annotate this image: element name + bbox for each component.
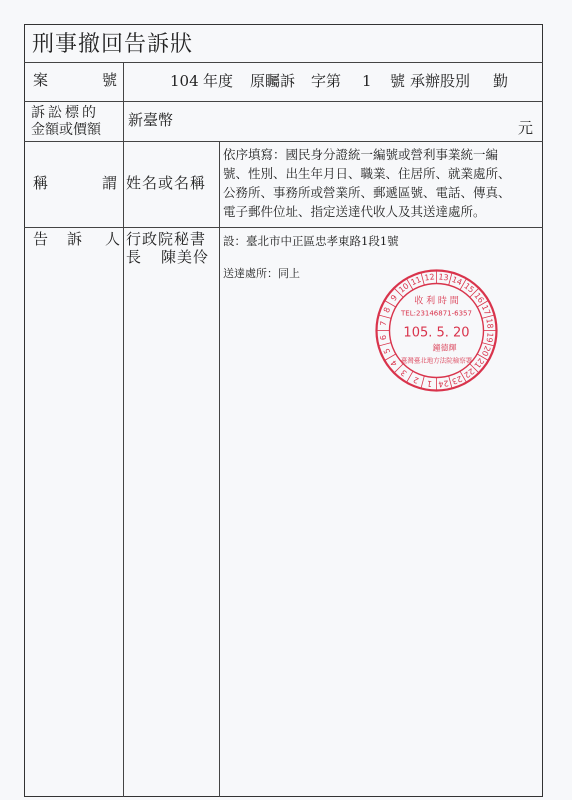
stamp-ring-number: 24	[437, 378, 450, 389]
instruction-line: 電子郵件位址、指定送達代收人及其送達處所。	[223, 204, 486, 219]
header-label-left: 稱	[33, 174, 49, 192]
case-word: 字第	[311, 72, 342, 90]
stamp-ring-number: 1	[426, 378, 433, 389]
row-divider	[24, 62, 543, 63]
stamp-ring-number: 22	[462, 366, 476, 380]
stamp-ring-number: 11	[409, 274, 423, 288]
case-label-right: 號	[102, 71, 118, 89]
stamp-ring-divider	[379, 315, 392, 318]
stamp-ring-number: 16	[472, 291, 486, 305]
stamp-ring-divider	[421, 376, 424, 389]
claim-unit: 元	[518, 119, 534, 137]
complainant-address: 設：臺北市中正區忠孝東路1段1號	[223, 234, 399, 248]
receipt-stamp	[374, 268, 499, 393]
stamp-ring-number: 6	[378, 334, 389, 341]
stamp-ring-number: 12	[423, 272, 436, 283]
stamp-top-text: 收 利 時 間	[414, 296, 459, 307]
stamp-ring-number: 13	[437, 272, 450, 283]
case-number-suffix: 號	[390, 72, 406, 90]
stamp-ring-number: 19	[484, 331, 495, 344]
case-label-left: 案	[33, 71, 49, 89]
complainant-name: 陳美伶	[161, 248, 210, 266]
instruction-line: 號、性別、出生年月日、職業、住居所、就業處所、	[223, 166, 511, 181]
claim-label-line2: 金額或價額	[31, 122, 101, 138]
row-divider	[24, 141, 543, 142]
page-title: 刑事撤回告訴狀	[32, 32, 194, 57]
stamp-ring-number: 14	[450, 274, 464, 288]
stamp-name: 鐘德輝	[432, 343, 457, 353]
stamp-ring-number: 10	[397, 281, 411, 295]
stamp-ring-number: 7	[378, 320, 389, 327]
stamp-phone: TEL:23146871-6357	[401, 309, 472, 318]
instruction-line: 依序填寫：國民身分證統一編號或營利事業統一編	[223, 147, 499, 162]
stamp-ring-number: 8	[381, 305, 393, 315]
stamp-ring-number: 23	[450, 373, 464, 387]
complainant-name-line1: 行政院秘書	[126, 230, 207, 248]
role-label: 訴	[67, 230, 83, 248]
name-column-header: 姓名或名稱	[126, 174, 207, 192]
dept-value: 勤	[493, 72, 509, 90]
dept-label: 承辦股別	[410, 72, 471, 90]
stamp-ring-number: 9	[388, 293, 400, 303]
stamp-ring-number: 20	[479, 344, 493, 358]
stamp-ring-number: 5	[381, 346, 393, 356]
stamp-ring-number: 15	[462, 281, 476, 295]
stamp-ring-number: 21	[472, 356, 486, 370]
header-label-right: 謂	[102, 174, 118, 192]
claim-label-line1: 訴訟標的	[31, 105, 99, 121]
case-year: 104	[170, 72, 199, 90]
delivery-address: 送達處所：同上	[223, 267, 300, 280]
case-number: 1	[362, 72, 372, 90]
column-divider	[123, 62, 124, 797]
stamp-ring-divider	[379, 343, 392, 346]
column-divider	[219, 141, 220, 797]
stamp-date: 105. 5. 20	[403, 325, 470, 341]
stamp-ring-number: 17	[479, 303, 493, 317]
role-label: 告	[33, 230, 49, 248]
stamp-ring-number: 2	[411, 374, 421, 386]
row-divider	[24, 227, 543, 228]
case-year-suffix: 年度	[203, 72, 234, 90]
stamp-ring-number: 3	[399, 367, 409, 379]
role-label: 人	[105, 230, 121, 248]
instruction-line: 公務所、事務所或營業所、郵遞區號、電話、傳真、	[223, 185, 511, 200]
stamp-bottom-text: 臺灣臺北地方法院檢察署	[400, 356, 473, 365]
form-frame	[24, 24, 543, 797]
row-divider	[24, 101, 543, 102]
stamp-ring-number: 4	[388, 358, 400, 368]
case-prefix: 原矚訴	[250, 72, 296, 90]
complainant-name-title: 長	[126, 248, 142, 266]
claim-currency: 新臺幣	[128, 111, 174, 129]
stamp-ring-number: 18	[484, 317, 495, 330]
